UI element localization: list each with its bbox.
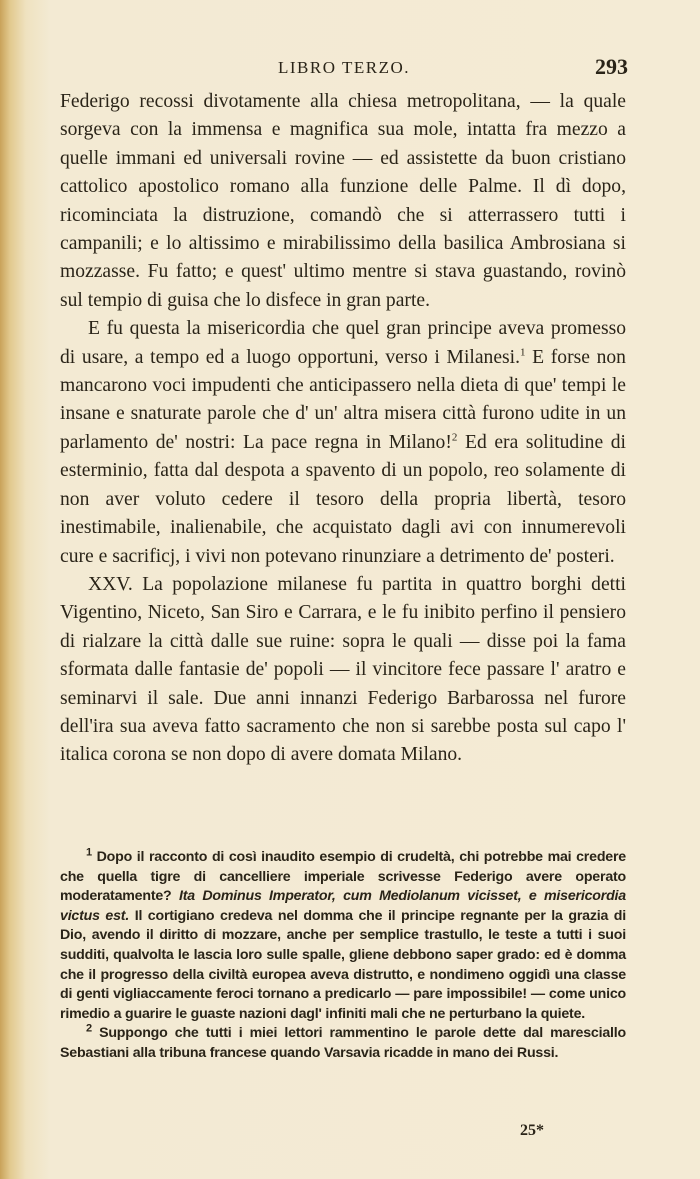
footnote-2-mark: 2: [86, 1022, 92, 1035]
signature-mark: 25*: [520, 1122, 544, 1139]
footnote-ref-1: 1: [519, 346, 526, 359]
paragraph-2: [60, 315, 626, 571]
paragraph-2-part-a: E fu questa la misericordia che quel gran principe aveva promesso di usare, a tempo ed a luogo opportuni, verso i Milanesi.: [60, 318, 626, 368]
main-text: [60, 88, 626, 770]
footnote-1: [60, 848, 626, 1024]
page-number: 293: [595, 54, 628, 79]
footnote-ref-2: 2: [451, 431, 458, 444]
paragraph-2-part-b: E forse non mancarono voci impudenti che anticipassero nella dieta di que' tempi le insane e snaturate parole che d' un' altra misera città furono udite in un parlamento de' nostri: La pace regna in Milano!: [60, 346, 626, 453]
paragraph-3: XXV. La popolazione milanese fu partita in quattro borghi detti Vigentino, Niceto, San Siro e Carrara, e le fu inibito perfino il pensiero di rialzare la città dalle sue ruine: sopra le quali — disse poi la fama sformata dalle fantasie de' popoli — il vincitore fece passare l' aratro e seminarvi il sale. Due anni innanzi Federigo Barbarossa nel furore dell'ira sua aveva fatto sacramento che non si sarebbe posta sul capo l' italica corona se non dopo di avere domata Milano.: [60, 573, 626, 766]
footnote-1-text-a: Dopo il racconto di così inaudito esempio di crudeltà, chi potrebbe mai credere che quella tigre di cancelliere imperiale scrivesse Federigo avere operato moderatamente?: [60, 849, 626, 905]
footnotes: [60, 848, 626, 1064]
footnote-1-text-b: Il cortigiano credeva nel domma che il principe regnante per la grazia di Dio, avendo il diritto di mozzare, anche per semplice trastullo, le teste a tutti i suoi sudditi, qualvolta le lascia loro sulle spalle, gliene debbono saper grado: ed è domma che il progresso della civiltà europea aveva distrutto, e nondimeno oggidì una classe di genti vigliaccamente feroci tornano a predicarlo — pare impossibile! — come unico rimedio a guarire le guaste nazioni dagl' infiniti mali che ne perturbano la quiete.: [60, 907, 626, 1022]
footnote-2-text: Suppongo che tutti i miei lettori rammentino le parole dette dal maresciallo Sebastiani alla tribuna francese quando Varsavia ricadde in mano dei Russi.: [60, 1025, 626, 1061]
paragraph-1: Federigo recossi divotamente alla chiesa metropolitana, — la quale sorgeva con la immensa e magnifica sua mole, intatta fra mezzo a quelle immani ed universali rovine — ed assistette da buon cristiano cattolico apostolico romano alla funzione delle Palme. Il dì dopo, ricominciata la distruzione, comandò che si atterrassero tutti i campanili; e lo altissimo e mirabilissimo della basilica Ambrosiana si mozzasse. Fu fatto; e quest' ultimo mentre si stava guastando, rovinò sul tempio di guisa che lo disfece in gran parte.: [60, 91, 626, 311]
paragraph-2-part-c: Ed era solitudine di esterminio, fatta dal despota a spavento di un popolo, reo solamente di non aver voluto cedere il tesoro della propria libertà, tesoro inestimabile, inalienabile, che acquistato dagli avi con innumerevoli cure e sacrificj, i vivi non potevano rinunziare a detrimento de' posteri.: [60, 431, 626, 567]
footnote-1-latin-quote: Ita Dominus Imperator, cum Mediolanum vicisset, e misericordia victus est.: [60, 888, 626, 924]
footnote-2: [60, 1024, 626, 1063]
page-header: [60, 54, 628, 84]
running-head: LIBRO TERZO.: [278, 58, 410, 77]
footnote-1-mark: 1: [86, 846, 92, 859]
